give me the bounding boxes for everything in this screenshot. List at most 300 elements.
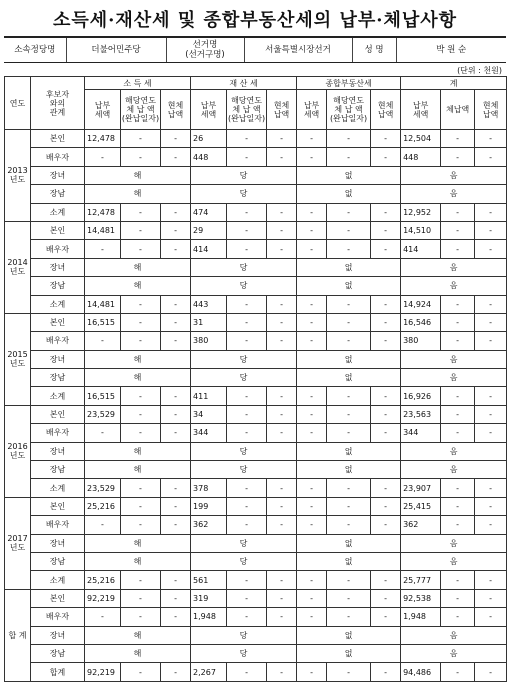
not-applicable-cell: 음 (401, 461, 507, 479)
relation-cell: 장남 (31, 552, 85, 570)
election-label-line2: (선거구명) (185, 50, 225, 60)
value-cell: - (161, 240, 191, 258)
value-cell: - (121, 148, 161, 166)
relation-cell: 소계 (31, 203, 85, 221)
table-row (5, 442, 507, 460)
income-current-header-line2: 납액 (167, 109, 184, 119)
total-header: 계 (401, 77, 507, 90)
election-name: 서울특별시장선거 (244, 37, 352, 63)
not-applicable-cell: 해 (85, 644, 191, 662)
not-applicable-cell: 해 (85, 461, 191, 479)
not-applicable-cell: 해 (85, 185, 191, 203)
value-cell: - (121, 332, 161, 350)
not-applicable-cell: 없 (297, 277, 401, 295)
comprehensive-current-header (371, 90, 401, 130)
value-cell: - (85, 148, 121, 166)
comprehensive-paid-header (297, 90, 327, 130)
year-header: 연도 (5, 77, 31, 130)
not-applicable-cell: 음 (401, 166, 507, 184)
value-cell: - (227, 424, 267, 442)
not-applicable-cell: 없 (297, 626, 401, 644)
value-cell: - (441, 221, 475, 239)
value-cell: 411 (191, 387, 227, 405)
value-cell: - (161, 479, 191, 497)
value-cell: - (227, 405, 267, 423)
property-arrears-header-line2: 체 납 액 (232, 105, 261, 114)
value-cell: 25,777 (401, 571, 441, 589)
relation-cell: 장남 (31, 277, 85, 295)
total-current-header-line2: 납액 (482, 109, 499, 119)
income-current-header-line1: 현체 (167, 100, 184, 110)
total-paid-header (401, 90, 441, 130)
value-cell: - (297, 295, 327, 313)
value-cell: - (475, 332, 507, 350)
value-cell: - (85, 240, 121, 258)
value-cell: - (267, 221, 297, 239)
value-cell: - (441, 387, 475, 405)
not-applicable-cell: 없 (297, 644, 401, 662)
value-cell: - (441, 479, 475, 497)
tax-table-body (5, 130, 507, 682)
total-paid-header-line1: 납부 (412, 100, 429, 110)
value-cell: - (227, 571, 267, 589)
table-row (5, 332, 507, 350)
party-label: 소속정당명 (4, 37, 66, 63)
value-cell: - (227, 332, 267, 350)
value-cell: - (227, 295, 267, 313)
value-cell: - (297, 203, 327, 221)
not-applicable-cell: 해 (85, 369, 191, 387)
value-cell: - (327, 497, 371, 515)
value-cell: - (441, 516, 475, 534)
table-row (5, 644, 507, 662)
value-cell: - (297, 516, 327, 534)
value-cell: - (475, 405, 507, 423)
value-cell: - (475, 516, 507, 534)
value-cell: - (267, 497, 297, 515)
value-cell: - (267, 203, 297, 221)
value-cell: - (327, 516, 371, 534)
relation-cell: 본인 (31, 221, 85, 239)
value-cell: 16,546 (401, 313, 441, 331)
relation-cell: 본인 (31, 405, 85, 423)
value-cell: - (121, 571, 161, 589)
value-cell: - (297, 405, 327, 423)
value-cell: 12,952 (401, 203, 441, 221)
not-applicable-cell: 해 (85, 442, 191, 460)
not-applicable-cell: 당 (191, 442, 297, 460)
relation-cell: 소계 (31, 387, 85, 405)
value-cell: 14,481 (85, 221, 121, 239)
year-cell: 2013 년도 (5, 130, 31, 222)
value-cell: - (297, 424, 327, 442)
value-cell: 31 (191, 313, 227, 331)
value-cell: - (161, 663, 191, 681)
not-applicable-cell: 음 (401, 644, 507, 662)
value-cell: - (297, 571, 327, 589)
relation-cell: 배우자 (31, 240, 85, 258)
value-cell: - (475, 571, 507, 589)
relation-cell: 본인 (31, 313, 85, 331)
property-current-header (267, 90, 297, 130)
property-current-header-line1: 현체 (273, 100, 290, 110)
value-cell: 1,948 (401, 608, 441, 626)
value-cell: - (121, 203, 161, 221)
relation-cell: 장녀 (31, 258, 85, 276)
value-cell: - (121, 405, 161, 423)
value-cell: - (297, 608, 327, 626)
total-current-header-line1: 현체 (482, 100, 499, 110)
value-cell: - (121, 295, 161, 313)
value-cell: - (475, 203, 507, 221)
value-cell: - (327, 424, 371, 442)
value-cell: - (475, 663, 507, 681)
relation-cell: 장녀 (31, 166, 85, 184)
table-row (5, 534, 507, 552)
value-cell: - (475, 221, 507, 239)
not-applicable-cell: 해 (85, 552, 191, 570)
year-cell: 합 계 (5, 589, 31, 681)
value-cell: - (161, 405, 191, 423)
value-cell: 12,478 (85, 130, 121, 148)
relation-cell: 장남 (31, 461, 85, 479)
value-cell: - (161, 571, 191, 589)
year-cell: 2016 년도 (5, 405, 31, 497)
value-cell: - (475, 608, 507, 626)
relation-cell: 본인 (31, 497, 85, 515)
not-applicable-cell: 당 (191, 461, 297, 479)
value-cell: 474 (191, 203, 227, 221)
value-cell: 92,538 (401, 589, 441, 607)
value-cell: 92,219 (85, 589, 121, 607)
not-applicable-cell: 없 (297, 350, 401, 368)
value-cell: 16,515 (85, 387, 121, 405)
relation-cell: 배우자 (31, 424, 85, 442)
value-cell: - (297, 130, 327, 148)
value-cell: - (267, 516, 297, 534)
value-cell: - (227, 221, 267, 239)
table-row (5, 663, 507, 681)
not-applicable-cell: 없 (297, 369, 401, 387)
property-paid-header-line1: 납부 (200, 100, 217, 110)
income-current-header (161, 90, 191, 130)
relation-cell: 장남 (31, 369, 85, 387)
value-cell: - (371, 516, 401, 534)
value-cell: - (267, 571, 297, 589)
comprehensive-current-header-line2: 납액 (377, 109, 394, 119)
relation-cell: 합계 (31, 663, 85, 681)
value-cell: - (121, 387, 161, 405)
value-cell: - (85, 608, 121, 626)
value-cell: 362 (401, 516, 441, 534)
candidate-name: 박 원 순 (396, 37, 506, 63)
value-cell: - (327, 571, 371, 589)
value-cell: 25,216 (85, 571, 121, 589)
table-row (5, 626, 507, 644)
property-arrears-header-line1: 해당연도 (231, 96, 262, 105)
table-row (5, 479, 507, 497)
value-cell: - (227, 313, 267, 331)
income-tax-header: 소 득 세 (85, 77, 191, 90)
value-cell: 380 (401, 332, 441, 350)
value-cell: - (327, 240, 371, 258)
relation-cell: 본인 (31, 130, 85, 148)
value-cell: 92,219 (85, 663, 121, 681)
table-row (5, 552, 507, 570)
value-cell: - (267, 405, 297, 423)
value-cell: - (161, 148, 191, 166)
table-row (5, 295, 507, 313)
value-cell: - (267, 424, 297, 442)
property-paid-header-line2: 세액 (200, 109, 217, 119)
value-cell: - (227, 608, 267, 626)
comprehensive-paid-header-line1: 납부 (303, 100, 320, 110)
value-cell: - (297, 313, 327, 331)
value-cell: - (161, 608, 191, 626)
table-row (5, 221, 507, 239)
value-cell: - (267, 479, 297, 497)
value-cell: - (267, 130, 297, 148)
value-cell: - (267, 295, 297, 313)
table-row (5, 258, 507, 276)
value-cell: - (475, 295, 507, 313)
property-paid-header (191, 90, 227, 130)
value-cell: - (371, 589, 401, 607)
value-cell: - (475, 130, 507, 148)
value-cell: - (371, 221, 401, 239)
value-cell: - (441, 663, 475, 681)
value-cell: - (161, 497, 191, 515)
value-cell: - (161, 387, 191, 405)
not-applicable-cell: 당 (191, 350, 297, 368)
comprehensive-arrears-header-line2: 체 납 액 (334, 105, 363, 114)
property-tax-header: 재 산 세 (191, 77, 297, 90)
income-arrears-header-line1: 해당연도 (125, 96, 156, 105)
not-applicable-cell: 음 (401, 185, 507, 203)
value-cell: 14,924 (401, 295, 441, 313)
value-cell: - (441, 424, 475, 442)
not-applicable-cell: 당 (191, 166, 297, 184)
value-cell: - (227, 589, 267, 607)
total-paid-header-line2: 세액 (412, 109, 429, 119)
value-cell: - (327, 130, 371, 148)
value-cell: 23,529 (85, 479, 121, 497)
value-cell: - (475, 479, 507, 497)
not-applicable-cell: 없 (297, 461, 401, 479)
relation-cell: 소계 (31, 571, 85, 589)
value-cell: - (297, 221, 327, 239)
value-cell: - (475, 148, 507, 166)
table-row (5, 148, 507, 166)
value-cell: - (161, 589, 191, 607)
not-applicable-cell: 당 (191, 258, 297, 276)
party-name: 더불어민주당 (66, 37, 166, 63)
value-cell: - (371, 295, 401, 313)
relation-cell: 소계 (31, 295, 85, 313)
value-cell: - (371, 240, 401, 258)
table-row (5, 203, 507, 221)
total-arrears-header-line1: 체납액 (446, 105, 470, 114)
income-arrears-header (121, 90, 161, 130)
value-cell: - (227, 387, 267, 405)
value-cell: - (371, 148, 401, 166)
value-cell: - (441, 497, 475, 515)
value-cell: 14,510 (401, 221, 441, 239)
relation-cell: 장녀 (31, 350, 85, 368)
value-cell: - (267, 387, 297, 405)
not-applicable-cell: 음 (401, 626, 507, 644)
value-cell: - (327, 332, 371, 350)
value-cell: - (371, 479, 401, 497)
not-applicable-cell: 당 (191, 534, 297, 552)
total-arrears-header (441, 90, 475, 130)
comprehensive-paid-header-line2: 세액 (303, 109, 320, 119)
value-cell: - (441, 295, 475, 313)
value-cell: - (267, 148, 297, 166)
value-cell: 380 (191, 332, 227, 350)
value-cell: - (227, 148, 267, 166)
not-applicable-cell: 없 (297, 258, 401, 276)
relation-cell: 장남 (31, 644, 85, 662)
value-cell: - (121, 516, 161, 534)
not-applicable-cell: 해 (85, 534, 191, 552)
not-applicable-cell: 당 (191, 277, 297, 295)
value-cell: - (327, 663, 371, 681)
value-cell: - (161, 424, 191, 442)
income-paid-header-line2: 세액 (94, 109, 111, 119)
value-cell: - (297, 479, 327, 497)
comprehensive-arrears-header-line3: (완납일자) (329, 114, 368, 123)
value-cell: - (161, 516, 191, 534)
not-applicable-cell: 음 (401, 552, 507, 570)
relation-header (31, 77, 85, 130)
value-cell: - (297, 663, 327, 681)
value-cell: 25,216 (85, 497, 121, 515)
value-cell: - (327, 479, 371, 497)
not-applicable-cell: 없 (297, 185, 401, 203)
value-cell: - (121, 240, 161, 258)
value-cell: - (327, 203, 371, 221)
value-cell: 16,515 (85, 313, 121, 331)
value-cell: - (267, 313, 297, 331)
value-cell: 561 (191, 571, 227, 589)
relation-cell: 배우자 (31, 148, 85, 166)
relation-cell: 배우자 (31, 332, 85, 350)
table-row (5, 571, 507, 589)
not-applicable-cell: 당 (191, 369, 297, 387)
value-cell: - (441, 148, 475, 166)
tax-table (4, 76, 507, 682)
unit-note: (단위 : 천원) (457, 66, 502, 75)
not-applicable-cell: 당 (191, 552, 297, 570)
value-cell: - (267, 663, 297, 681)
value-cell: - (371, 203, 401, 221)
value-cell: - (227, 497, 267, 515)
value-cell: - (121, 313, 161, 331)
value-cell: 29 (191, 221, 227, 239)
table-row (5, 130, 507, 148)
value-cell: 23,529 (85, 405, 121, 423)
value-cell: 12,504 (401, 130, 441, 148)
value-cell: - (161, 221, 191, 239)
property-arrears-header-line3: (완납일자) (227, 114, 266, 123)
value-cell: - (85, 424, 121, 442)
value-cell: - (267, 608, 297, 626)
value-cell: - (161, 295, 191, 313)
value-cell: 23,907 (401, 479, 441, 497)
table-row (5, 313, 507, 331)
value-cell: 2,267 (191, 663, 227, 681)
value-cell: 199 (191, 497, 227, 515)
table-row (5, 608, 507, 626)
value-cell: - (267, 240, 297, 258)
value-cell: 378 (191, 479, 227, 497)
not-applicable-cell: 음 (401, 277, 507, 295)
value-cell: - (441, 240, 475, 258)
relation-header-line3: 관계 (49, 107, 66, 117)
value-cell: - (441, 332, 475, 350)
value-cell: - (267, 589, 297, 607)
value-cell: 94,486 (401, 663, 441, 681)
value-cell: - (441, 313, 475, 331)
value-cell: - (327, 405, 371, 423)
value-cell: - (371, 130, 401, 148)
value-cell: - (441, 571, 475, 589)
value-cell: - (121, 424, 161, 442)
table-row (5, 497, 507, 515)
value-cell: - (227, 479, 267, 497)
not-applicable-cell: 해 (85, 166, 191, 184)
value-cell: - (475, 240, 507, 258)
value-cell: - (371, 313, 401, 331)
year-cell: 2017 년도 (5, 497, 31, 589)
value-cell: - (161, 203, 191, 221)
table-row (5, 405, 507, 423)
value-cell: - (85, 332, 121, 350)
year-cell: 2014 년도 (5, 221, 31, 313)
value-cell: - (227, 130, 267, 148)
value-cell: - (297, 497, 327, 515)
value-cell: - (121, 608, 161, 626)
not-applicable-cell: 해 (85, 277, 191, 295)
value-cell: - (227, 203, 267, 221)
not-applicable-cell: 음 (401, 350, 507, 368)
not-applicable-cell: 당 (191, 626, 297, 644)
comprehensive-current-header-line1: 현체 (377, 100, 394, 110)
name-label: 성 명 (352, 37, 396, 63)
not-applicable-cell: 당 (191, 185, 297, 203)
property-current-header-line2: 납액 (273, 109, 290, 119)
value-cell: - (475, 387, 507, 405)
value-cell: - (371, 424, 401, 442)
comprehensive-arrears-header (327, 90, 371, 130)
not-applicable-cell: 없 (297, 442, 401, 460)
page-title: 소득세·재산세 및 종합부동산세의 납부·체납사항 (52, 10, 458, 31)
comprehensive-tax-header: 종합부동산세 (297, 77, 401, 90)
value-cell: - (297, 589, 327, 607)
value-cell: - (441, 203, 475, 221)
value-cell: 12,478 (85, 203, 121, 221)
relation-cell: 배우자 (31, 608, 85, 626)
not-applicable-cell: 음 (401, 534, 507, 552)
table-row (5, 166, 507, 184)
table-row (5, 424, 507, 442)
relation-cell: 소계 (31, 479, 85, 497)
value-cell: - (371, 663, 401, 681)
table-row (5, 516, 507, 534)
table-row (5, 589, 507, 607)
value-cell: 14,481 (85, 295, 121, 313)
